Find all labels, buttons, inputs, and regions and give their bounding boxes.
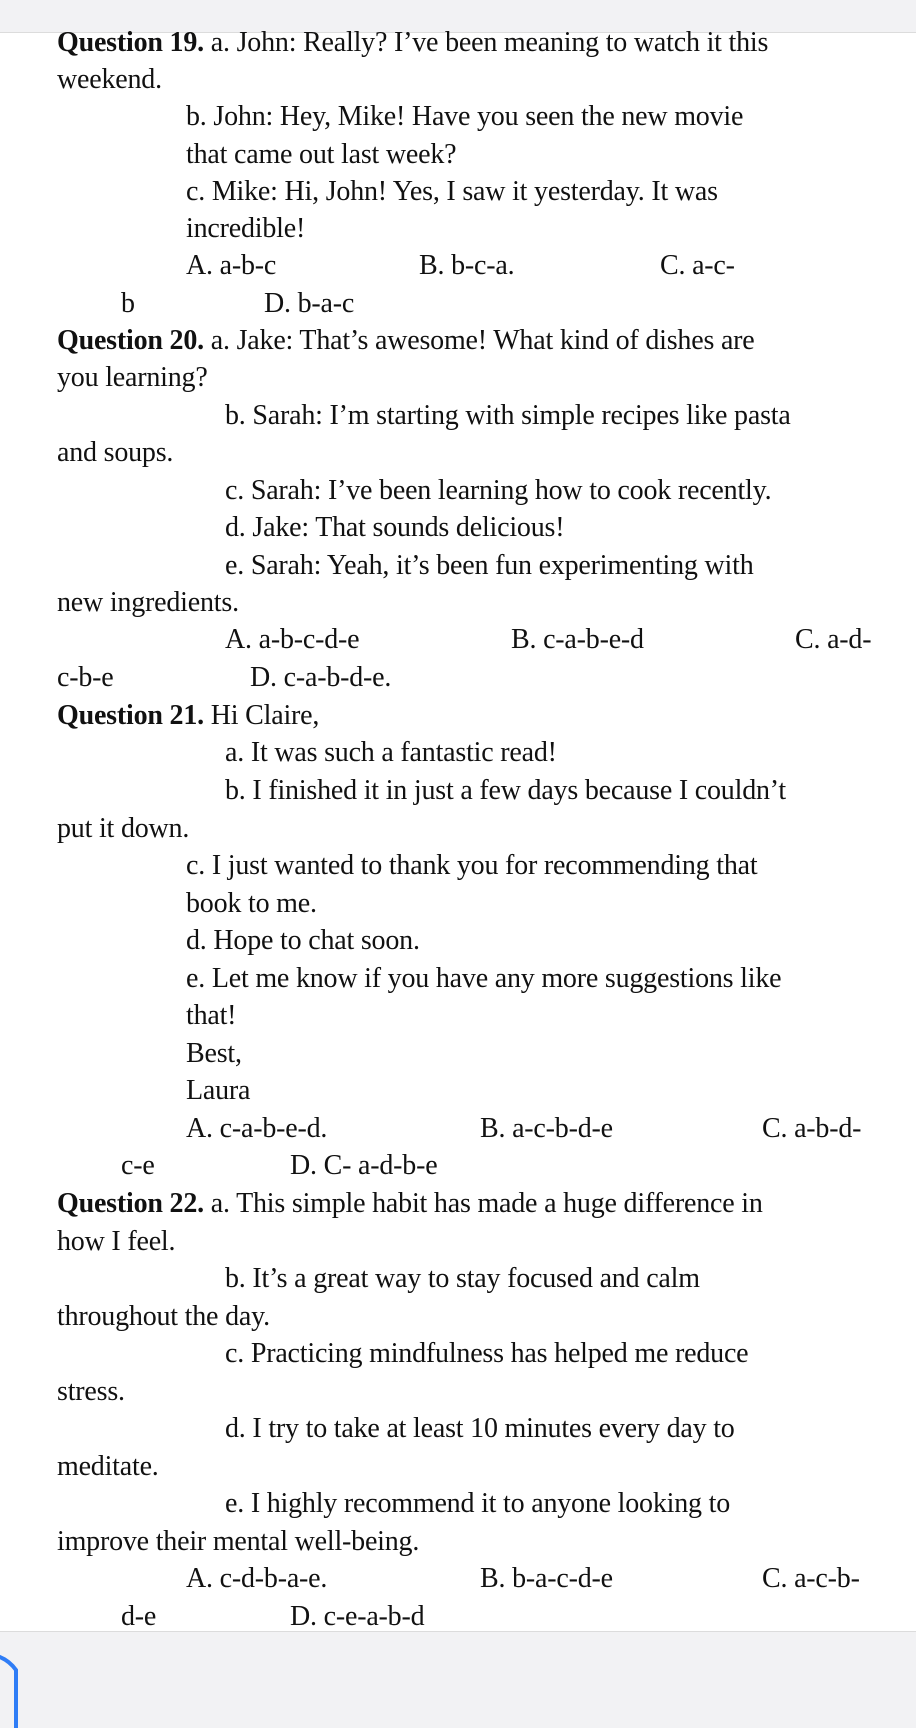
question-21-line-1: Question 21. Hi Claire, xyxy=(57,700,320,731)
question-19-option-b: b. John: Hey, Mike! Have you seen the new movie xyxy=(186,101,744,132)
question-21-answer-b: B. a-c-b-d-e xyxy=(480,1113,613,1144)
question-19-answer-b: B. b-c-a. xyxy=(419,250,515,281)
question-20-option-b: b. Sarah: I’m starting with simple recipes like pasta xyxy=(225,400,791,431)
question-22-answer-c: C. a-c-b- xyxy=(762,1563,860,1594)
question-21-answer-d: D. C- a-d-b-e xyxy=(290,1150,438,1181)
question-22-option-b: b. It’s a great way to stay focused and calm xyxy=(225,1263,700,1294)
question-22-answer-c-cont: d-e xyxy=(121,1601,157,1632)
question-19-option-b-cont: that came out last week? xyxy=(186,139,457,170)
question-20-line-2: you learning? xyxy=(57,362,208,393)
question-21-option-a: a. It was such a fantastic read! xyxy=(225,737,557,768)
question-20-option-d: d. Jake: That sounds delicious! xyxy=(225,512,565,543)
question-19-option-c: c. Mike: Hi, John! Yes, I saw it yesterday. It was xyxy=(186,176,718,207)
question-20-option-c: c. Sarah: I’ve been learning how to cook recently. xyxy=(225,475,772,506)
question-22-option-d-cont: meditate. xyxy=(57,1451,159,1482)
question-22-answer-d: D. c-e-a-b-d xyxy=(290,1601,425,1632)
question-21-option-e: e. Let me know if you have any more suggestions like xyxy=(186,963,782,994)
question-19-label: Question 19. xyxy=(57,27,204,58)
question-20-option-e-cont: new ingredients. xyxy=(57,587,239,618)
question-22-line-2: how I feel. xyxy=(57,1226,176,1257)
question-22-option-c: c. Practicing mindfulness has helped me reduce xyxy=(225,1338,749,1369)
question-19-line-1: Question 19. a. John: Really? I’ve been meaning to watch it this xyxy=(57,27,769,58)
question-21-answer-a: A. c-a-b-e-d. xyxy=(186,1113,328,1144)
question-21-option-c: c. I just wanted to thank you for recommending that xyxy=(186,850,758,881)
question-22-option-d: d. I try to take at least 10 minutes every day to xyxy=(225,1413,735,1444)
question-21-signature: Laura xyxy=(186,1075,251,1106)
question-22-line-1: Question 22. a. This simple habit has made a huge difference in xyxy=(57,1188,763,1219)
selection-handle-icon[interactable] xyxy=(0,1648,20,1728)
question-19-answer-c: C. a-c- xyxy=(660,250,735,281)
question-21-answer-c: C. a-b-d- xyxy=(762,1113,862,1144)
question-21-label: Question 21. xyxy=(57,700,204,731)
question-22-label: Question 22. xyxy=(57,1188,204,1219)
question-21-option-b: b. I finished it in just a few days because I couldn’t xyxy=(225,775,786,806)
question-21-signoff: Best, xyxy=(186,1038,242,1069)
question-20-answer-d: D. c-a-b-d-e. xyxy=(250,662,392,693)
question-20-option-e: e. Sarah: Yeah, it’s been fun experimenting with xyxy=(225,550,754,581)
question-22-option-c-cont: stress. xyxy=(57,1376,125,1407)
question-19-answer-a: A. a-b-c xyxy=(186,250,277,281)
question-19-answer-c-cont: b xyxy=(121,288,135,319)
question-21-option-c-cont: book to me. xyxy=(186,888,317,919)
question-22-option-b-cont: throughout the day. xyxy=(57,1301,270,1332)
question-20-option-b-cont: and soups. xyxy=(57,437,174,468)
question-20-answer-c-cont: c-b-e xyxy=(57,662,114,693)
question-21-option-e-cont: that! xyxy=(186,1000,237,1031)
question-22-option-e-cont: improve their mental well-being. xyxy=(57,1526,420,1557)
question-20-answer-b: B. c-a-b-e-d xyxy=(511,624,644,655)
question-22-option-e: e. I highly recommend it to anyone looking to xyxy=(225,1488,731,1519)
question-20-line-1: Question 20. a. Jake: That’s awesome! What kind of dishes are xyxy=(57,325,755,356)
question-22-answer-a: A. c-d-b-a-e. xyxy=(186,1563,328,1594)
question-19-answer-d: D. b-a-c xyxy=(264,288,355,319)
question-21-answer-c-cont: c-e xyxy=(121,1150,155,1181)
question-19-option-c-cont: incredible! xyxy=(186,213,306,244)
question-21-option-b-cont: put it down. xyxy=(57,813,190,844)
question-21-option-d: d. Hope to chat soon. xyxy=(186,925,420,956)
question-20-label: Question 20. xyxy=(57,325,204,356)
question-20-answer-a: A. a-b-c-d-e xyxy=(225,624,360,655)
question-19-line-2: weekend. xyxy=(57,64,162,95)
question-22-answer-b: B. b-a-c-d-e xyxy=(480,1563,613,1594)
question-20-answer-c: C. a-d- xyxy=(795,624,872,655)
